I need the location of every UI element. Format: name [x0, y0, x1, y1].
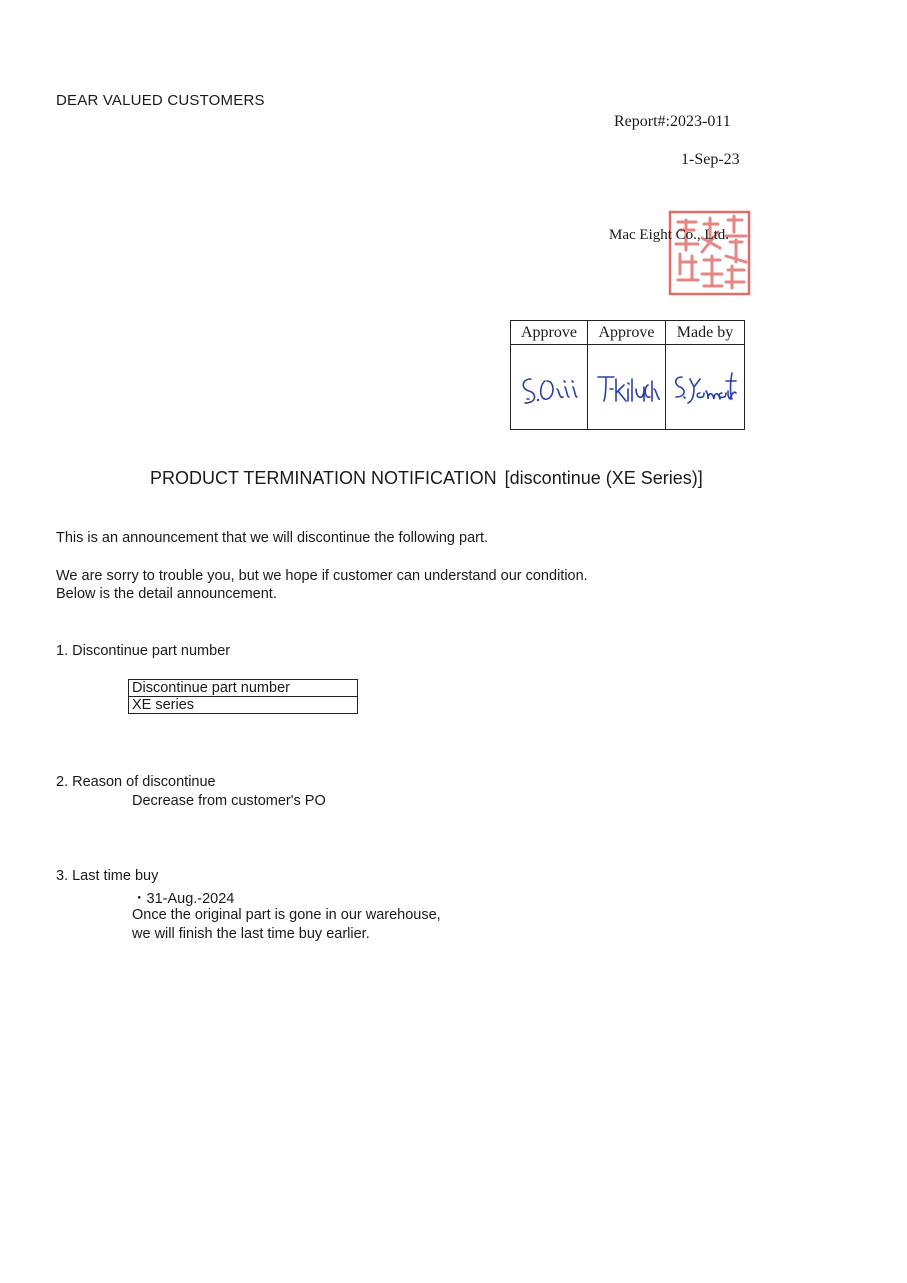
signature-kikuchi: [588, 345, 666, 430]
signature-yamamoto: [666, 345, 745, 430]
apology-text: We are sorry to trouble you, but we hope if customer can understand our condition.: [56, 568, 588, 584]
title-main: PRODUCT TERMINATION NOTIFICATION: [150, 468, 497, 488]
section-2-heading: 2. Reason of discontinue: [56, 774, 216, 790]
approval-header-made-by: Made by: [666, 321, 745, 345]
approval-header-approve-1: Approve: [511, 321, 588, 345]
detail-text: Below is the detail announcement.: [56, 586, 277, 602]
title-sub: [discontinue (XE Series)]: [504, 468, 703, 488]
report-number: Report#:2023-011: [614, 113, 731, 130]
part-number-table: [128, 679, 358, 714]
last-time-buy-date: ・31-Aug.-2024: [132, 891, 235, 907]
reason-text: Decrease from customer's PO: [132, 793, 326, 809]
part-table-value: XE series: [129, 697, 358, 714]
section-1-heading: 1. Discontinue part number: [56, 643, 231, 659]
company-seal-icon: [668, 210, 751, 296]
document-title: [150, 468, 703, 489]
intro-text: This is an announcement that we will discontinue the following part.: [56, 530, 489, 546]
last-time-buy-note-line-1: Once the original part is gone in our warehouse,: [132, 907, 441, 923]
signature-orii: [511, 345, 588, 430]
last-time-buy-note-line-2: we will finish the last time buy earlier.: [132, 926, 370, 942]
approval-table: [510, 320, 745, 430]
report-date: 1-Sep-23: [681, 151, 740, 168]
part-table-header: Discontinue part number: [129, 680, 358, 697]
section-3-heading: 3. Last time buy: [56, 868, 159, 884]
approval-header-approve-2: Approve: [588, 321, 666, 345]
company-name: Mac Eight Co., Ltd.: [609, 227, 729, 243]
greeting: DEAR VALUED CUSTOMERS: [56, 92, 265, 109]
